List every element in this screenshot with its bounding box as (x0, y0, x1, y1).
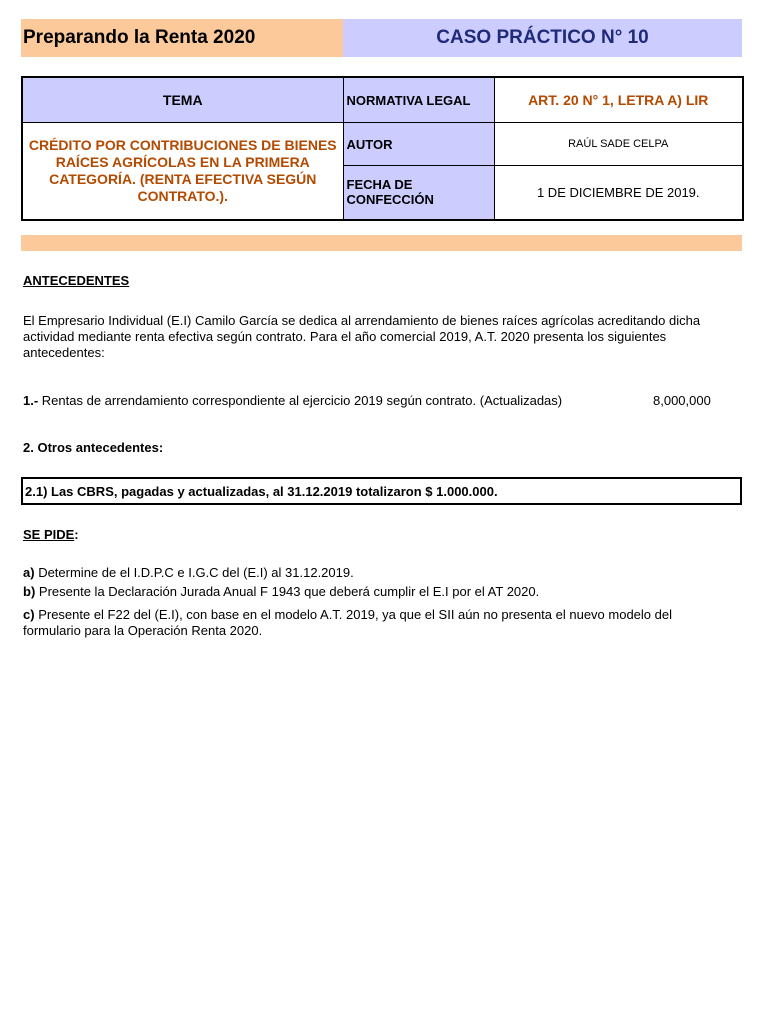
fecha-label-line2: CONFECCIÓN (346, 192, 434, 208)
item-b-text: Presente la Declaración Jurada Anual F 1943 que deberá cumplir el E.I por el AT 2020. (38, 584, 540, 599)
tema-value: CRÉDITO POR CONTRIBUCIONES DE BIENES RAÍCES AGRÍCOLAS EN LA PRIMERA CATEGORÍA. (RENTA EFECTIVA SEGÚN CONTRATO.). (22, 123, 343, 220)
item-1-text: Rentas de arrendamiento correspondiente al ejercicio 2019 según contrato. (Actualizadas) (41, 393, 563, 408)
otros-boxed-item: 2.1) Las CBRS, pagadas y actualizadas, al 31.12.2019 totalizaron $ 1.000.000. (21, 477, 742, 505)
normativa-label: NORMATIVA LEGAL (343, 77, 494, 123)
item-a-text: Determine de el I.D.P.C e I.G.C del (E.I) al 31.12.2019. (38, 565, 354, 580)
normativa-value: ART. 20 N° 1, LETRA A) LIR (494, 77, 743, 123)
autor-label: AUTOR (343, 123, 494, 166)
tema-label: TEMA (22, 77, 343, 123)
item-c (23, 607, 723, 639)
item-b (23, 584, 723, 600)
item-a (23, 565, 723, 581)
fecha-value: 1 DE DICIEMBRE DE 2019. (494, 166, 743, 220)
autor-value: RAÚL SADE CELPA (494, 123, 743, 166)
antecedentes-intro: El Empresario Individual (E.I) Camilo García se dedica al arrendamiento de bienes raíces agrícolas acreditando dicha actividad mediante renta efectiva según contrato. Para el año comercial 2019, A.T. 2020 presenta los siguientes antecedentes: (23, 313, 701, 360)
se-pide-label: SE PIDE (23, 527, 75, 542)
info-table (21, 76, 744, 221)
se-pide-colon: : (74, 527, 79, 542)
antecedentes-heading: ANTECEDENTES (23, 273, 130, 288)
item-a-label: a) (23, 565, 35, 580)
item-1-number: 1.- (23, 393, 39, 408)
item-1-amount: 8,000,000 (653, 393, 711, 408)
item-1 (23, 393, 562, 409)
case-number-title: CASO PRÁCTICO N° 10 (343, 19, 742, 57)
header-band (21, 19, 742, 57)
separator-bar (21, 235, 742, 251)
item-c-text: Presente el F22 del (E.I), con base en el modelo A.T. 2019, ya que el SII aún no presenta el nuevo modelo del formulario para la Operación Renta 2020. (23, 607, 672, 638)
fecha-label (343, 166, 494, 220)
fecha-label-line1: FECHA DE (346, 177, 413, 193)
document-title: Preparando la Renta 2020 (21, 19, 343, 57)
item-c-label: c) (23, 607, 35, 622)
otros-heading: 2. Otros antecedentes: (23, 440, 164, 455)
item-b-label: b) (23, 584, 36, 599)
se-pide-heading (23, 527, 79, 543)
